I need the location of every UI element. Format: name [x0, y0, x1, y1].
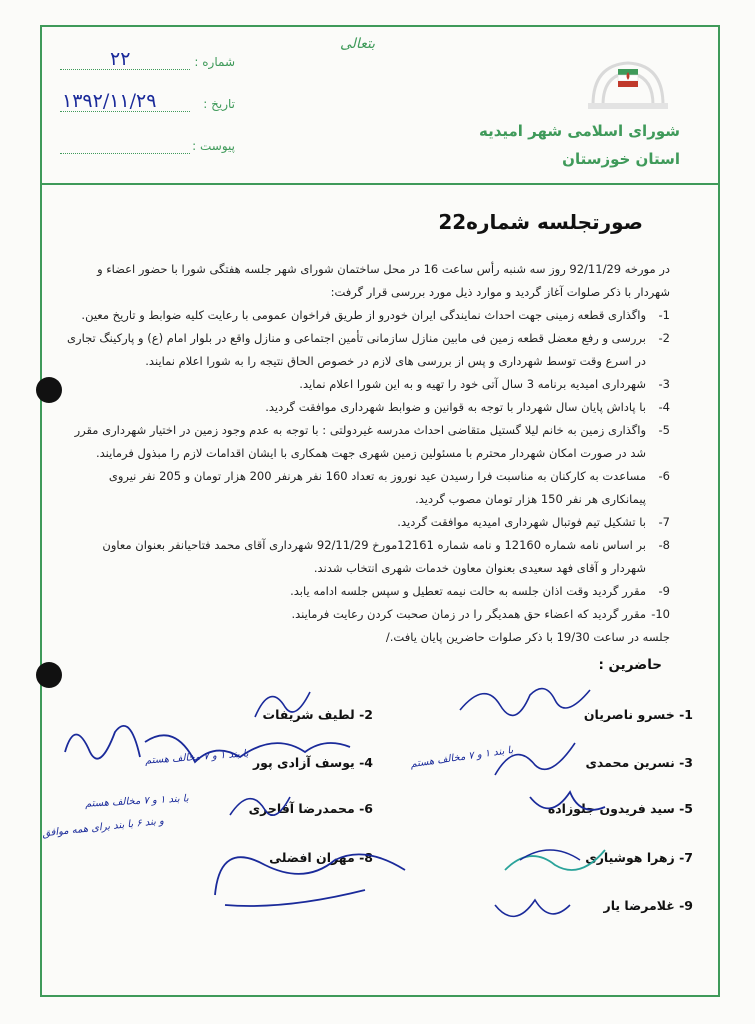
agenda-item: 8- بر اساس نامه شماره 12160 و نامه شماره 12161مورخ 92/11/29 شهرداری آقای محمد فتاحیانفر بعنوان معاون شهردار و آقای فهد سعیدی بعنوان معاون خدمات شهری انتخاب شدند.: [102, 538, 670, 575]
attachment-field: [60, 136, 235, 158]
minutes-body: [66, 258, 670, 649]
header-divider: [40, 183, 720, 185]
punch-hole-bottom: [36, 662, 62, 688]
handwritten-note: با بند ۱ و ۷ مخالف هستم: [84, 793, 189, 810]
attendee-name: 2- لطیف شریفات: [262, 707, 373, 722]
signature-9: [485, 885, 575, 935]
agenda-item: 3- شهرداری امیدیه برنامه 3 سال آتی خود را تهیه و به این شورا اعلام نماید.: [299, 377, 670, 391]
attendee-name: 3- نسرین محمدی: [585, 755, 693, 770]
attachment-dotted-line: [60, 153, 190, 154]
agenda-item: 10- مقرر گردید که اعضاء حق همدیگر را در زمان صحبت کردن رعایت فرمایند.: [291, 607, 670, 621]
attendees-title: حاضرین :: [598, 657, 662, 673]
number-value: ۲۲: [110, 48, 131, 70]
number-label: شماره :: [194, 55, 235, 69]
signature-8: [205, 835, 415, 915]
number-field: [60, 48, 235, 74]
document-title: صورتجلسه شماره22: [438, 210, 643, 234]
motto: بتعالی: [340, 36, 376, 52]
attendee-name: 9- غلامرضا یار: [603, 898, 693, 913]
attendee-name: 5- سید فریدون جلوزاده: [547, 801, 693, 816]
organization-block: [430, 122, 680, 168]
date-value: ۱۳۹۲/۱۱/۲۹: [62, 90, 157, 112]
attachment-label: پیوست :: [192, 139, 235, 153]
closing-line: جلسه در ساعت 19/30 با ذکر صلوات حاضرین پایان یافت./: [385, 630, 670, 644]
agenda-item: 5- واگذاری زمین به خانم لیلا گستیل متقاضی احداث مدرسه غیردولتی : با توجه به عدم وجود زمین در اختیار شهرداری مقرر شد در صورت امکان شهردار محترم با مسئولین زمین شهری جهت همکاری با ایشان اقدامات لازم را مبذول فرمایند.: [74, 423, 670, 460]
attendee-name: 4- یوسف آزادی پور: [252, 755, 373, 770]
attendee-name: 7- زهرا هوشیاری: [585, 850, 693, 865]
punch-hole-top: [36, 377, 62, 403]
agenda-item: 2- بررسی و رفع معضل قطعه زمین فی مابین منازل سازمانی تأمین اجتماعی و منازل واقع در بلوار امام (ع) و پارکینگ تجاری در اسرع وقت توسط شهرداری و پس از بررسی های لازم در خصوص الحاق نتیجه را به شورا اعلام نمایند.: [67, 331, 670, 368]
attendee-name: 6- محمدرضا آقاجری: [248, 801, 373, 816]
agenda-item: 1- واگذاری قطعه زمینی جهت احداث نمایندگی ایران خودرو از طریق فراخوان عمومی با رعایت کلیه ضوابط و تاریخ معین.: [81, 308, 670, 322]
handwritten-note: با بند ۱ و ۷ مخالف هستم: [144, 748, 249, 767]
signature-5: [520, 782, 610, 827]
agenda-item: 4- با پاداش پایان سال شهردار با توجه به قوانین و ضوابط شهرداری موافقت گردید.: [265, 400, 670, 414]
signature-6: [225, 785, 295, 825]
attendee-name: 1- خسرو ناصریان: [583, 707, 693, 722]
org-name: شورای اسلامی شهر امیدیه: [478, 122, 680, 140]
signature-4: [55, 712, 355, 782]
signature-1: [455, 675, 595, 725]
signature-7: [500, 835, 610, 885]
agenda-item: 6- مساعدت به کارکنان به مناسبت فرا رسیدن عید نوروز به تعداد 160 نفر هرنفر 200 هزار تومان و 205 نفر نیروی پیمانکاری هر نفر 150 هزار تومان مصوب گردید.: [108, 469, 670, 506]
agenda-item: 7- با تشکیل تیم فوتبال شهرداری امیدیه موافقت گردید.: [397, 515, 670, 529]
handwritten-note: و بند ۶ با بند برای همه موافق: [41, 815, 165, 840]
province-name: استان خوزستان: [562, 150, 680, 168]
handwritten-note: با بند ۱ و ۷ مخالف هستم: [409, 744, 514, 771]
agenda-item: 9- مقرر گردید وقت اذان جلسه به حالت نیمه تعطیل و سپس جلسه ادامه یابد.: [290, 584, 670, 598]
council-emblem-icon: [578, 55, 678, 115]
signature-3: [490, 735, 580, 780]
date-label: تاریخ :: [203, 97, 235, 111]
date-field: [60, 90, 235, 116]
intro-paragraph: در مورخه 92/11/29 روز سه شنبه رأس ساعت 16 در محل ساختمان شورای شهر جلسه هفتگی شورا با حضور اعضاء و شهردار با ذکر صلوات آغاز گردید و موارد ذیل مورد بررسی قرار گرفت:: [97, 262, 670, 299]
attendee-name: 8- مهران افضلی: [269, 850, 373, 865]
